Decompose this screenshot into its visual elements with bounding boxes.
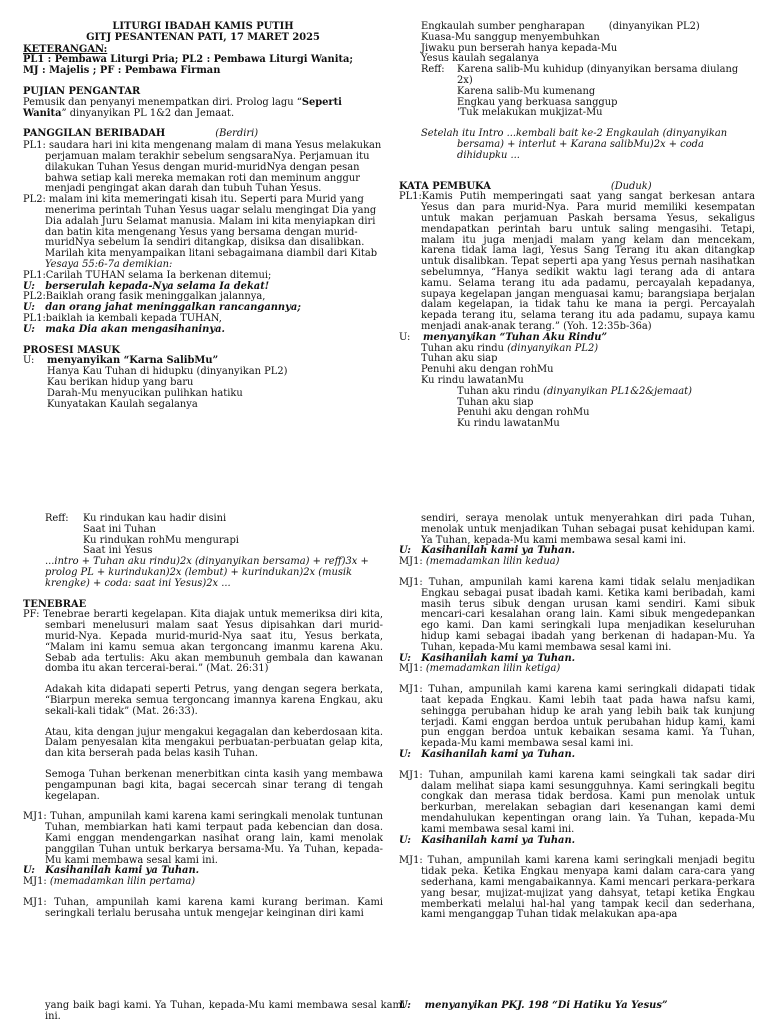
mj-3: MJ1: Tuhan, ampunilah kami karena kami tidak selalu menjadikan Engkau sebagai pusat ibadah kami. Ketika kami beribadah, kami masih terus sibuk dengan urusan kami sendiri. Kami sibuk mencari-cari kesalahan orang lain. Kami sibuk mengedepankan ego kami. Dan kami seringkali lupa menjadikan keseluruhan hidup kami sebagai ibadah yang berkenan di hadapan-Mu. Ya Tuhan, kepada-Mu kami membawa sesal kami ini.: [399, 576, 755, 653]
kasihani-1: U: Kasihanilah kami ya Tuhan.: [399, 545, 576, 557]
tenebrae-pf2: Adakah kita didapati seperti Petrus, yang dengan segera berkata, “Biarpun mereka semua tergoncang imannya karena Engkau, aku sekali-kali tidak” (Mat. 26:33).: [45, 684, 383, 717]
song-lines: Kuasa-Mu sanggup menyembuhkan Jiwaku pun berserah hanya kepada-Mu Yesus kaulah segalanya: [421, 31, 618, 65]
prosesi-lines: Hanya Kau Tuhan di hidupku (dinyanyikan PL2) Kau berikan hidup yang baru Darah-Mu menyucikan pulihkan hatiku Kunyatakan Kaulah segalanya: [47, 366, 288, 410]
kata-pembuka-text: PL1:Kamis Putih memperingati saat yang sangat berkesan antara Yesus dan para murid-Nya. Para murid memiliki kesempatan untuk makan perjamuan Paskah bersama Yesus, sekaligus mendapatkan perintah baru untuk saling mengasihi. Tetapi, malam itu juga menjadi malam yang kelam dan mencekam, karena tidak lama lagi, Yesus Sang Terang itu akan ditangkap untuk disalibkan. Tepat seperti apa yang Yesus pernah nasihatkan sebelumnya, “Hanya sedikit waktu lagi terang ada di antara kamu. Selama terang itu ada padamu, percayalah kepadanya, supaya kegelapan jangan menguasai kamu; barangsiapa berjalan dalam kegelapan, ia tidak tahu ke mana ia pergi. Percayalah kepada terang itu, selama terang itu ada padamu, supaya kamu menjadi anak-anak terang.” (Yoh. 12:35b-36a): [399, 191, 755, 332]
keterangan-line1: PL1 : Pembawa Liturgi Pria; PL2 : Pembawa Liturgi Wanita;: [23, 54, 354, 66]
pujian-text: Pemusik dan penyanyi menempatkan diri. Prolog lagu “Seperti Wanita” dinyanyikan PL 1&2 dan Jemaat.: [23, 96, 342, 119]
prosesi-note: ...intro + Tuhan aku rindu)2x (dinyanyikan bersama) + reff)3x + prolog PL + kurindukan)2x (lembut) + kurindukan)2x (musik krengke) + coda: saat ini Yesus)2x ...: [45, 556, 369, 589]
tenebrae-kasihani: U: Kasihanilah kami ya Tuhan.: [23, 865, 200, 877]
pujian-heading: PUJIAN PENGANTAR: [23, 85, 141, 97]
song-note: Setelah itu Intro ...kembali bait ke-2 Engkaulah (dinyanyikan bersama) + interlut + Karana salibMu)2x + coda dihidupku ...: [421, 128, 728, 161]
left-column-bottom: [23, 514, 383, 920]
left-column-top: [23, 22, 383, 410]
tenebrae-lilin1: MJ1: (memadamkan lilin pertama): [23, 876, 196, 888]
kata-pembuka-heading: KATA PEMBUKA (Duduk): [399, 180, 652, 192]
mj-6: MJ1: Tuhan, ampunilah kami karena kami seringkali menjadi begitu tidak peka. Ketika Engkau menyapa kami dalam cara-cara yang sederhana, kami mengabaikannya. Kami mencari perkara-perkara yang besar, mujizat-mujizat yang dahsyat, tetapi ketika Engkau memberkati melalui hal-hal yang tampak kecil dan sederhana, kami menganggap Tuhan tidak melakukan apa-apa: [399, 855, 755, 921]
tuhan-aku-rindu-song: U: menyanyikan “Tuhan Aku Rindu”: [399, 331, 608, 343]
litani-u2: U: dan orang jahat meninggalkan rancangannya;: [23, 302, 301, 314]
song-reff: Reff: Karena salib-Mu kuhidup (dinyanyikan bersama diulang 2x) Karena salib-Mu kumenang Engkau yang berkuasa sanggup 'Tuk melakukan mukjizat-Mu: [421, 64, 739, 119]
kasihani-4: U: Kasihanilah kami ya Tuhan.: [399, 834, 576, 846]
panggilan-pl2: PL2: malam ini kita memeringati kisah itu. Seperti para Murid yang menerima perintah Tuhan Yesus uagar selalu mengingat Dia yang Dia adalah Juru Selamat manusia. Malam ini kita menyiapkan diri dan batin kita mengenang Yesus yang bersama dengan murid-muridNya sebelum Ia sendiri ditangkap, disiksa dan disalibkan. Marilah kita menyampaikan litani sebagaimana diambil dari Kitab Yesaya 55:6-7a demikian:: [23, 194, 378, 270]
lilin-kedua: MJ1: (memadamkan lilin kedua): [399, 556, 560, 568]
tenebrae-heading: TENEBRAE: [23, 598, 87, 610]
litani-pl2: PL2:Baiklah orang fasik meninggalkan jalannya,: [23, 291, 266, 303]
prosesi-song: U: menyanyikan “Karna SalibMu”: [23, 355, 219, 367]
keterangan-label: KETERANGAN:: [23, 43, 108, 55]
lilin-ketiga: MJ1: (memadamkan lilin ketiga): [399, 663, 561, 675]
kasihani-2: U: Kasihanilah kami ya Tuhan.: [399, 652, 576, 664]
panggilan-heading: PANGGILAN BERIBADAH (Berdiri): [23, 128, 259, 140]
litani-u1: U: berserulah kepada-Nya selama Ia dekat!: [23, 280, 270, 292]
tenebrae-pf3: Atau, kita dengan jujur mengakui kegagalan dan keberdosaan kita. Dalam penyesalan kita mengakui perbuatan-perbuatan gelap kita, dan kita berserah pada belas kasih Tuhan.: [45, 726, 383, 760]
tenebrae-mj2: MJ1: Tuhan, ampunilah kami karena kami kurang beriman. Kami seringkali terlalu berusaha untuk mengejar keinginan diri kami: [23, 896, 383, 919]
right-column-bottom: [399, 514, 755, 921]
mj-cont: sendiri, seraya menolak untuk menyerahkan diri pada Tuhan, menolak untuk menjadikan Tuhan sebagai pusat kehidupan kami. Ya Tuhan, kepada-Mu kami membawa sesal kami ini.: [421, 513, 755, 546]
tenebrae-pf4: Semoga Tuhan berkenan menerbitkan cinta kasih yang membawa pengampunan bagi kita, bagai secercah sinar terang di tengah kegelapan.: [45, 768, 383, 802]
tenebrae-pf1: PF: Tenebrae berarti kegelapan. Kita diajak untuk memeriksa diri kita, sembari menelusuri malam saat Yesus dipisahkan dari murid-murid-Nya. Kepada murid-murid-Nya saat itu, Yesus berkata, “Malam ini kamu semua akan tergoncang imanmu karena Aku. Sebab ada tertulis: Aku akan membunuh gembala dan kawanan domba itu akan tercerai-berai.” (Mat. 26:31): [23, 609, 383, 675]
litani-u3: U: maka Dia akan mengasihaninya.: [23, 323, 225, 335]
closing-song: U: menyanyikan PKJ. 198 “Di Hatiku Ya Yesus”: [399, 1000, 668, 1011]
tuhan-aku-rindu-repeat: Tuhan aku rindu (dinyanyikan PL1&2&jemaat) Tuhan aku siap Penuhi aku dengan rohMu Ku rindu lawatanMu: [457, 385, 692, 430]
tenebrae-mj2-cont: yang baik bagi kami. Ya Tuhan, kepada-Mu kami membawa sesal kami ini.: [45, 1000, 405, 1022]
tuhan-aku-rindu-lines: Tuhan aku rindu (dinyanyikan PL2) Tuhan aku siap Penuhi aku dengan rohMu Ku rindu lawatanMu: [421, 342, 599, 386]
doc-title: LITURGI IBADAH KAMIS PUTIH: [112, 21, 294, 32]
tenebrae-mj1: MJ1: Tuhan, ampunilah kami karena kami seringkali menolak tuntunan Tuhan, membiarkan hati kami terpaut pada kebencian dan dosa. Kami enggan mendengarkan nasihat orang lain, kami menolak panggilan Tuhan untuk berkarya bersama-Mu. Ya Tuhan, kepada-Mu kami membawa sesal kami ini.: [23, 811, 383, 866]
right-column-top: [399, 22, 755, 430]
panggilan-pl1: PL1: saudara hari ini kita mengenang malam di mana Yesus melakukan perjamuan malam terakhir sebelum sengsaraNya. Perjamuan itu dilakukan Tuhan Yesus dengan murid-muridNya dengan pesan bahwa setiap kali mereka memakan roti dan meminum anggur menjadi pengingat akan darah dan tubuh Tuhan Yesus.: [23, 140, 382, 195]
litani-pl1: PL1:Carilah TUHAN selama Ia berkenan ditemui;: [23, 269, 272, 281]
kasihani-3: U: Kasihanilah kami ya Tuhan.: [399, 748, 576, 760]
litani-pl1-c: PL1:baiklah ia kembali kepada TUHAN,: [23, 312, 222, 324]
mj-4: MJ1: Tuhan, ampunilah kami karena kami seringkali didapati tidak taat kepada Engkau. Kami lebih taat pada hawa nafsu kami, sehingga perubahan hidup ke arah yang lebih baik tak kunjung terjadi. Kami enggan berdoa untuk perubahan hidup kami, kami pun enggan berdoa untuk kebaikan sesama kami. Ya Tuhan, kepada-Mu kami membawa sesal kami ini.: [399, 684, 755, 750]
song-line-1: Engkaulah sumber pengharapan (dinyanyikan PL2): [421, 21, 700, 32]
prosesi-heading: PROSESI MASUK: [23, 344, 120, 356]
keterangan-line2: MJ : Majelis ; PF : Pembawa Firman: [23, 65, 221, 77]
doc-subtitle: GITJ PESANTENAN PATI, 17 MARET 2025: [86, 31, 320, 43]
mj-5: MJ1: Tuhan, ampunilah kami karena kami seingkali tak sadar diri dalam melihat siapa kami sesungguhnya. Kami seringkali begitu congkak dan merasa tidak berdosa. Kami pun menolak untuk berkurban, merelakan sebagian dari kesenangan kami demi mendahulukan kepentingan orang lain. Ya Tuhan, kepada-Mu kami membawa sesal kami ini.: [399, 769, 755, 835]
prosesi-reff: Reff: Ku rindukan kau hadir disini Saat ini Tuhan Ku rindukan rohMu mengurapi Saat ini Yesus: [45, 513, 239, 557]
